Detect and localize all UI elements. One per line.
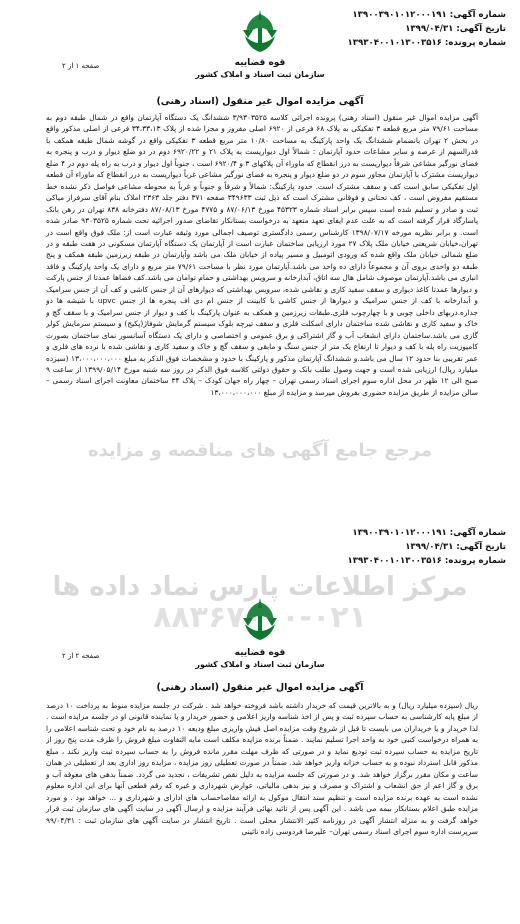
notice-header xyxy=(276,8,506,50)
case-number: شماره پرونده: ۱۳۹۳۰۴۰۰۱۰۱۳۰۰۳۵۱۶ xyxy=(347,556,506,566)
notice-date: تاریخ آگهی: ۱۳۹۹/۰۴/۳۱ xyxy=(405,24,506,34)
notice-page-2 xyxy=(0,520,520,924)
notice-number: شماره آگهی: ۱۳۹۰۰۳۹۰۱۰۱۲۰۰۰۱۹۱ xyxy=(352,10,506,20)
watermark-line: مرکز اطلاعات پارس نماد داده ها xyxy=(52,572,468,602)
registry-org-label: سازمان ثبت اسناد و املاک کشور xyxy=(195,70,325,79)
notice-number: شماره آگهی: ۱۳۹۰۰۳۹۰۱۰۱۲۰۰۰۱۹۱ xyxy=(352,528,506,538)
watermark-phone: ۸۸۳۶۷۰۰۰-۰۲۱ xyxy=(153,600,367,635)
organization-name xyxy=(150,648,370,670)
notice-body: ریال (سیزده میلیارد ریال) و به بالاترین قیمت که خریدار داشته باشد فروخته خواهد شد . شرکت در جلسه مزایده منوط به پرداخت ۱۰ درصد از مبلغ پایه کارشناسی به حساب سپرده ثبت و پس از اخذ شناسه واریز اعلامی و حضور خریدار و یا نماینده قانونی او در جلسه مزایده است . لذا خریدار و یا خریداران می بایست تا قبل از شروع وقت مزایده اصل فیش واریزی مبلغ ودیعه ۱۰ درصد به نام خود و تحت شناسه اعلامی را به همراه درخواست کتبی خود به واحد اجرا تسلیم نمایند . ضمناً برنده مزایده مکلف است مابه التفاوت مبلغ فروش را ظرف مدت پنج روز از تاریخ مزایده به حساب سپرده ثبت تودیع نماید و در صورتی که ظرف مهلت مقرر مانده فروش را به حساب سپرده ثبت واریز نکند ، مبلغ مذکور قابل استرداد نبوده و به حساب خزانه واریز خواهد شد. ضمناً در صورت تعطیلی روز مزایده ، مزایده روز اداری بعد از تعطیلی در همان ساعت و مکان مقرر برگزار خواهد شد. و در صورتی که جلسه مزایده به دلیل نقص تشریفات ، تجدید می گردد. ضمناً بدهی های معوقه آب و برق و گاز اعم از حق انشعاب و اشتراک و مصرف و نیز بدهی مالیاتی، عوارض شهرداری و غیره که رقم قطعی آنها برای این اداره معلوم نشده است به عهده برنده مزایده است و تنظیم سند انتقال موکول به ارائه مفاصاحساب های ادارای و شهرداری و ... خواهد بود . و مورد مزایده طبق اعلام بستانکار بیمه می باشد . این آگهی پس از تائید نهائی فرآیند مزایده و ارسال آگهی در سایت آگهی های سازمان ثبت قرار خواهد گرفت و به منزله انتشار آگهی در روزنامه کثیر الانتشار محلی است . تاریخ انتشار در سایت آگهی های سازمان ثبت : ۹۹/۰۴/۳۱ سرپرست اداره سوم اجرای اسناد رسمی تهران– علیرضا فردوسی زاده نائینی xyxy=(46,701,478,836)
judiciary-label: قوه قضاییه xyxy=(234,648,286,658)
judiciary-emblem-icon xyxy=(235,6,285,58)
notice-title: آگهی مزایده اموال غیر منقول (اسناد رهنی) xyxy=(156,682,364,693)
judiciary-label: قوه قضاییه xyxy=(234,58,286,68)
registry-org-label: سازمان ثبت اسناد و املاک کشور xyxy=(195,660,325,669)
page-number: صفحه ۲ از ۲ xyxy=(62,652,100,660)
case-number: شماره پرونده: ۱۳۹۳۰۴۰۰۱۰۱۳۰۰۳۵۱۶ xyxy=(347,38,506,48)
notice-date: تاریخ آگهی: ۱۳۹۹/۰۴/۳۱ xyxy=(405,542,506,552)
page-number: صفحه ۱ از ۲ xyxy=(62,62,100,70)
judiciary-emblem-icon xyxy=(235,594,285,646)
notice-body: آگهی مزایده اموال غیر منقول (اسناد رهنی) پرونده اجرائی کلاسه ۳/۹۳۰۳۵۲۵ ششدانگ یک دستگاه آپارتمان واقع در شمال طبقه دوم به مساحت ۷۹/۶۱ متر مربع قطعه ۳ تفکیکی به پلاک ۶۸ فرعی از ۶۹۲۰ اصلی مفروز و مجزا شده از پلاک ۳۴،۳۳،۱۳ فرعی از اصلی مذکور واقع در بخش ۲ تهران بانضمام ششدانگ یک واحد پارکینگ به مساحت ۱۰/۸۰ متر مربع قطعه ۳ تفکیکی واقع در گوشه شمال طبقه همکف با قدرالسهم از عرصه و سایر مشاعات حدود آپارتمان : شمالاً اول دیواریست به پلاک ۲۱ و ۶۹۲۰/۲۲ دوم در دو ضلع دیوار و درب و پنجره به فضای نورگیر مشاعی شرقاً دیواریست به درز انقطاع که ماوراء آن پلاکهای ۳ و ۶۹۲۰/۴ است ، جنوباً اول دیوار و درب به راه پله دوم در ۴ ضلع دیواریست مشترک با آپارتمان مجاور سوم در دو ضلع دیوار و پنجره به فضای نورگیر مشاعی غرباً دیواریست به درز انقطاع که ماوراء آن قطعه اول تفکیکی سابق است کف و سقف مشترک است. حدود پارکینگ: شمالاً و شرقاً و جنوباً و غرباً به محوطه مشاعی فواصل ذکر نشده خط مستقیم مفروض است ، کف تحتانی و فوقانی مشترک است که ذیل ثبت ۳۴۹۶۳۳ صفحه ۳۷۱ دفتر جلد ۲۳۶۳ املاک بنام آقای سرفراز میاکی ثبت و صادر و تسلیم شده است سپس برابر اسناد شماره ۴۵۳۲۳ مورخ ۸۷/۰۶/۱۳ و ۴۷۷۵ مورخ ۸۷/۰۸/۱۳ دفترخانه ۸۳۸ تهران در رهن بانک پاسارگاد قرار گرفته است که به علت عدم ایفای تعهد متعهد به درخواست بستانکار تقاضای صدور اجرائیه تحت شماره ۹۳۰۳۵۲۵ صادر شده است. و برابر نظریه مورخه ۱۳۹۸/۰۷/۱۷ کارشناس رسمی دادگستری توصیف اجمالی مورد وثیقه عبارت است از: ملک فوق واقع است در تهران،خیابان شریعتی خیابان ملک پلاک ۲۷ مورد ارزیابی ساختمان عبارت است از آپارتمان یک دستگاه آپارتمان مسکونی در هفت طبقه و در ضلع شمالی خیابان ملک واقع شده که ورودی اتومبیل و مسیر پیاده از خیابان ملک می باشد وآپارتمان در طبقه زیرزمین طبقه همکف و پنج طبقه دو واحدی بروی آن و مجموعاً دارای ده واحد می باشد.آپارتمان مورد نظر با مساحت ۷۹/۶۱ متر مربع و دارای یک واحد پارکینگ و فاقد انباری می باشد.آپارتمان موصوف شامل هال سه اتاق، آبدارخانه و سرویس بهداشتی و حمام توامان می باشد.کف فضاها عمدتا از جنس پارکت و دیوارها عمدتا کاغذ دیواری و سقف سفید کاری و نقاشی شده، سرویس بهداشتی که دیوارهای آن از جنس کاشی و کف آن از جنس سرامیک و آبدارخانه با کف از جنس سرامیک و دیوارها از جنس کاشی با کابینت از جنس ام دی اف پنجره ها از جنس upvc با شیشه ها دو جداره.دربهای داخلی چوبی و با چهارچوب فلزی.طبقات زیرزمین و همکف به عنوان پارکینگ با کف و دیوار از جنس سرامیک و با سقف گچ و خاک و سفید کاری و نقاشی شده ساختمان دارای اسکلت فلزی و سقف تیرچه بلوک سیستم گرمایش شوفاژ(پکیج) و سیستم سرمایش کولر گازی می باشد.ساختمان دارای انشعاب آب و گاز اشتراکی و برق عمومی و اختصاصی و دارای یک دستگاه آسانسور نمای ساختمان بصورت کامپوزیت راه پله با کف و دیوار تا ارتفاع یک متر از جنس سنگ و مابقی و سقف گچ و خاک و سفید کاری و نقاشی شده با نرده های فلزی و عمر تقریبی بنا حدود ۱۲ سال می باشد.و ششدانگ آپارتمان مذکور و پارکینگ با حدود و مشخصات فوق الذکر به مبلغ ۱۳،۰۰۰،۰۰۰،۰۰۰ (سیزده میلیارد ریال) ارزیابی شده است و جهت وصول طلب بانک و حقوق دولتی کلاسه فوق الذکر در روز سه شنبه مورخ ۱۳۹۹/۰۵/۱۴ از ساعت ۹ صبح الی ۱۲ ظهر در محل اداره سوم اجرای اسناد رسمی تهران – چهار راه جهان کودک – پلاک ۳۴ ساختمان معاونت اجرای اسناد رسمی – سالن مزایده از طریق مزایده حضوری بفروش میرسد و مزایده از مبلغ ۱۳،۰۰۰،۰۰۰،۰۰۰ xyxy=(46,113,478,397)
watermark-line: مرجع جامع آگهی های مناقصه و مزایده xyxy=(87,440,433,461)
notice-header xyxy=(276,526,506,568)
organization-name xyxy=(150,58,370,80)
notice-title: آگهی مزایده اموال غیر منقول (اسناد رهنی) xyxy=(156,96,364,107)
